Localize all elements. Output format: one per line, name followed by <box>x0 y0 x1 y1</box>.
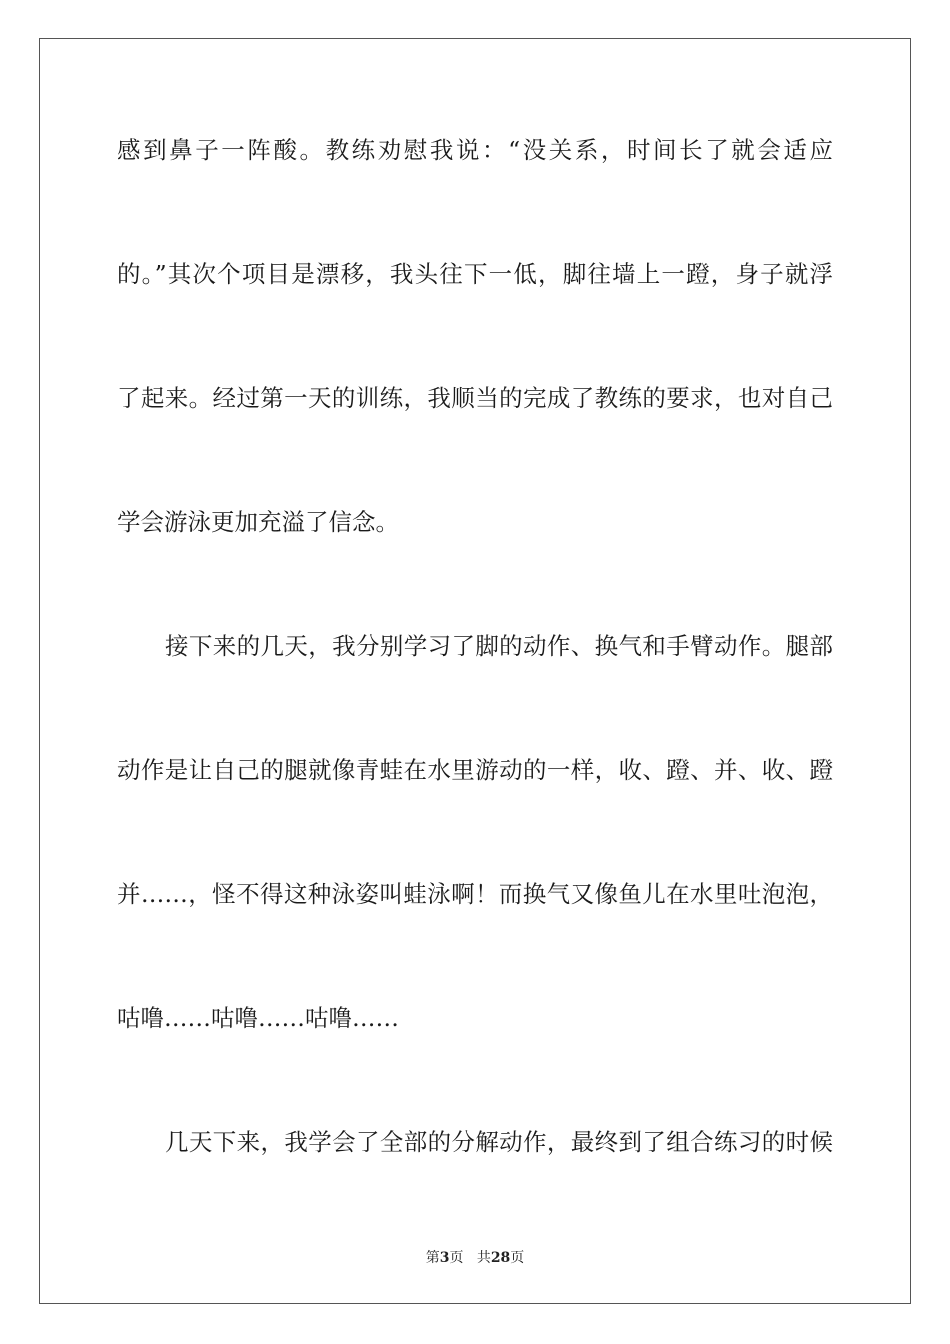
footer-page-prefix: 第 <box>425 1250 440 1266</box>
footer-total-pages: 28 <box>490 1250 511 1266</box>
footer-total-suffix: 页 <box>510 1250 525 1266</box>
text-line-8: 咕噜……咕噜……咕噜…… <box>117 1004 399 1032</box>
text-line-9: 几天下来，我学会了全部的分解动作，最终到了组合练习的时候 <box>165 1128 833 1156</box>
text-line-3: 了起来。经过第一天的训练，我顺当的完成了教练的要求，也对自己 <box>117 384 833 412</box>
text-line-5: 接下来的几天，我分别学习了脚的动作、换气和手臂动作。腿部 <box>165 632 833 660</box>
text-line-7: 并……，怪不得这种泳姿叫蛙泳啊！而换气又像鱼儿在水里吐泡泡， <box>117 880 833 908</box>
footer-page-number: 3 <box>439 1250 450 1266</box>
text-line-6: 动作是让自己的腿就像青蛙在水里游动的一样，收、蹬、并、收、蹬 <box>117 756 833 784</box>
page-footer <box>0 1248 950 1268</box>
footer-page-suffix: 页 <box>449 1250 464 1266</box>
footer-total-prefix: 共 <box>476 1250 491 1266</box>
text-line-1: 感到鼻子一阵酸。教练劝慰我说：“没关系，时间长了就会适应 <box>117 136 833 164</box>
page-border <box>39 38 911 1304</box>
text-line-4: 学会游泳更加充溢了信念。 <box>117 508 399 536</box>
text-line-2: 的。”其次个项目是漂移，我头往下一低，脚往墙上一蹬，身子就浮 <box>117 260 833 288</box>
